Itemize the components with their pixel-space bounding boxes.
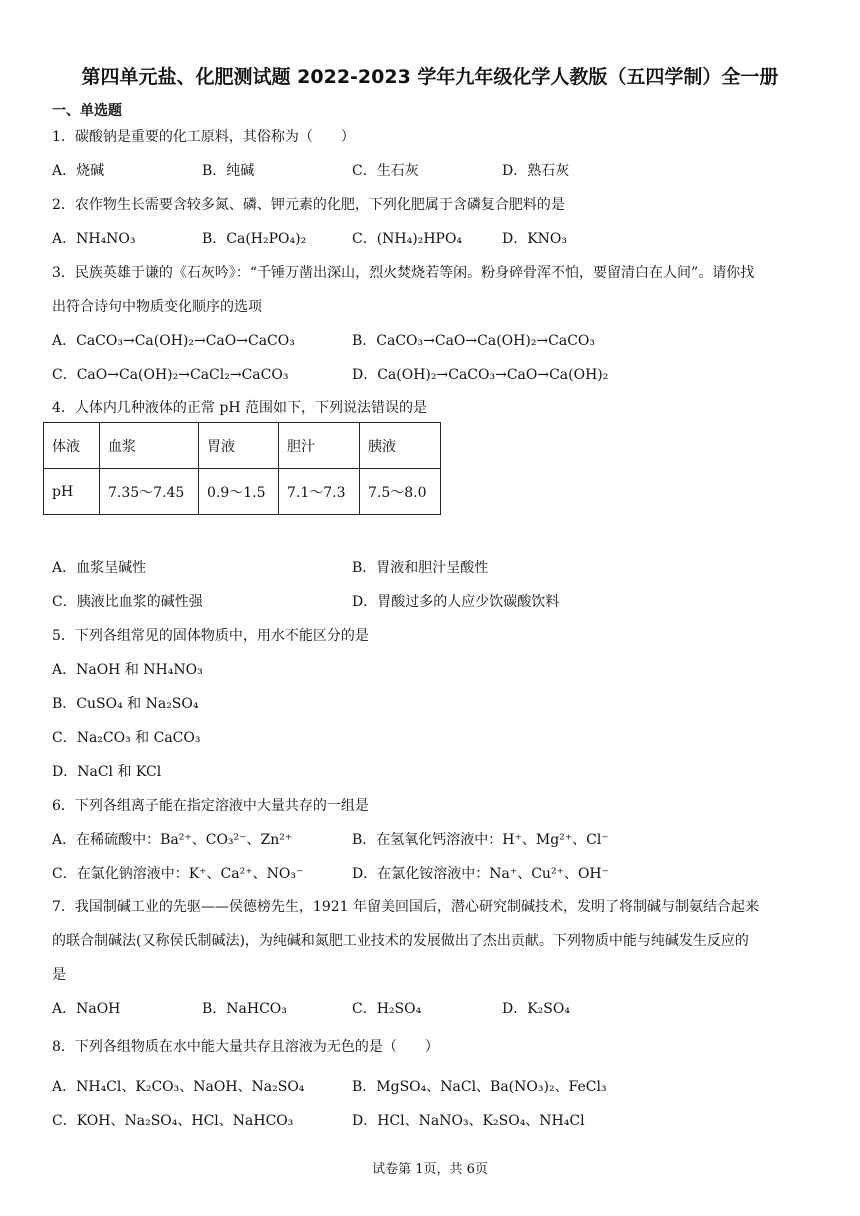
question-1-option-a: A．烧碱 (52, 163, 105, 179)
question-8-option-b: B．MgSO₄、NaCl、Ba(NO₃)₂、FeCl₃ (352, 1079, 607, 1095)
table-cell: 体液 (44, 423, 100, 469)
question-5-stem: 5．下列各组常见的固体物质中，用水不能区分的是 (52, 628, 369, 644)
question-2-option-c: C．(NH₄)₂HPO₄ (352, 231, 463, 247)
question-2-option-d: D．KNO₃ (502, 231, 568, 247)
question-1-option-d: D．熟石灰 (502, 163, 570, 179)
question-4-stem: 4．人体内几种液体的正常 pH 范围如下，下列说法错误的是 (52, 400, 427, 416)
table-cell: pH (44, 469, 100, 515)
table-cell: 7.35～7.45 (100, 469, 199, 515)
question-1-option-c: C．生石灰 (352, 163, 419, 179)
question-4-option-a: A．血浆呈碱性 (52, 560, 147, 576)
table-row (44, 469, 441, 515)
question-4-option-c: C．胰液比血浆的碱性强 (52, 594, 203, 610)
question-6-option-c: C．在氯化钠溶液中：K⁺、Ca²⁺、NO₃⁻ (52, 866, 304, 882)
question-5-option-a: A．NaOH 和 NH₄NO₃ (52, 662, 203, 678)
question-7-option-c: C．H₂SO₄ (352, 1001, 422, 1017)
table-cell: 胆汁 (279, 423, 360, 469)
question-2-option-a: A．NH₄NO₃ (52, 231, 136, 247)
question-7-option-a: A．NaOH (52, 1001, 121, 1017)
question-3-option-b: B．CaCO₃→CaO→Ca(OH)₂→CaCO₃ (352, 333, 596, 349)
question-2-option-b: B．Ca(H₂PO₄)₂ (202, 231, 307, 247)
question-7-option-d: D．K₂SO₄ (502, 1001, 570, 1017)
question-7-option-b: B．NaHCO₃ (202, 1001, 287, 1017)
question-7-stem-line-3: 是 (52, 967, 66, 983)
question-3-option-d: D．Ca(OH)₂→CaCO₃→CaO→Ca(OH)₂ (352, 367, 609, 383)
table-row (44, 423, 441, 469)
question-8-option-c: C．KOH、Na₂SO₄、HCl、NaHCO₃ (52, 1113, 294, 1129)
question-3-stem-line-2: 出符合诗句中物质变化顺序的选项 (52, 299, 262, 315)
question-6-option-a: A．在稀硫酸中：Ba²⁺、CO₃²⁻、Zn²⁺ (52, 832, 293, 848)
question-1-option-b: B．纯碱 (202, 163, 255, 179)
question-7-stem-line-1: 7．我国制碱工业的先驱——侯德榜先生，1921 年留美回国后，潜心研究制碱技术，发明了将制碱与制氨结合起来 (52, 899, 759, 915)
table-cell: 7.1～7.3 (279, 469, 360, 515)
question-8-option-d: D．HCl、NaNO₃、K₂SO₄、NH₄Cl (352, 1113, 585, 1129)
question-2-stem: 2．农作物生长需要含较多氮、磷、钾元素的化肥，下列化肥属于含磷复合肥料的是 (52, 197, 565, 213)
question-6-option-d: D．在氯化铵溶液中：Na⁺、Cu²⁺、OH⁻ (352, 866, 610, 882)
question-3-option-c: C．CaO→Ca(OH)₂→CaCl₂→CaCO₃ (52, 367, 289, 383)
page-footer: 试卷第 1页，共 6页 (372, 1162, 488, 1177)
question-7-stem-line-2: 的联合制碱法(又称侯氏制碱法)，为纯碱和氮肥工业技术的发展做出了杰出贡献。下列物质中能与纯碱发生反应的 (52, 933, 749, 949)
question-3-option-a: A．CaCO₃→Ca(OH)₂→CaO→CaCO₃ (52, 333, 295, 349)
page-title: 第四单元盐、化肥测试题 2022-2023 学年九年级化学人教版（五四学制）全一册 (81, 66, 779, 88)
question-5-option-d: D．NaCl 和 KCl (52, 764, 162, 780)
table-cell: 7.5～8.0 (360, 469, 441, 515)
question-3-stem-line-1: 3．民族英雄于谦的《石灰吟》：“千锤万凿出深山，烈火焚烧若等闲。粉身碎骨浑不怕，要留清白在人间”。请你找 (52, 265, 755, 281)
table-cell: 0.9～1.5 (199, 469, 279, 515)
question-5-option-b: B．CuSO₄ 和 Na₂SO₄ (52, 696, 199, 712)
table-cell: 胃液 (199, 423, 279, 469)
question-1-stem: 1．碳酸钠是重要的化工原料，其俗称为（ ） (52, 129, 355, 145)
section-heading: 一、单选题 (52, 103, 122, 119)
question-8-stem: 8．下列各组物质在水中能大量共存且溶液为无色的是（ ） (52, 1039, 439, 1055)
question-6-option-b: B．在氢氧化钙溶液中：H⁺、Mg²⁺、Cl⁻ (352, 832, 609, 848)
table-cell: 胰液 (360, 423, 441, 469)
question-4-option-b: B．胃液和胆汁呈酸性 (352, 560, 489, 576)
question-6-stem: 6．下列各组离子能在指定溶液中大量共存的一组是 (52, 798, 369, 814)
question-5-option-c: C．Na₂CO₃ 和 CaCO₃ (52, 730, 201, 746)
question-4-option-d: D．胃酸过多的人应少饮碳酸饮料 (352, 594, 560, 610)
table-cell: 血浆 (100, 423, 199, 469)
question-8-option-a: A．NH₄Cl、K₂CO₃、NaOH、Na₂SO₄ (52, 1079, 305, 1095)
ph-range-table (43, 422, 441, 515)
